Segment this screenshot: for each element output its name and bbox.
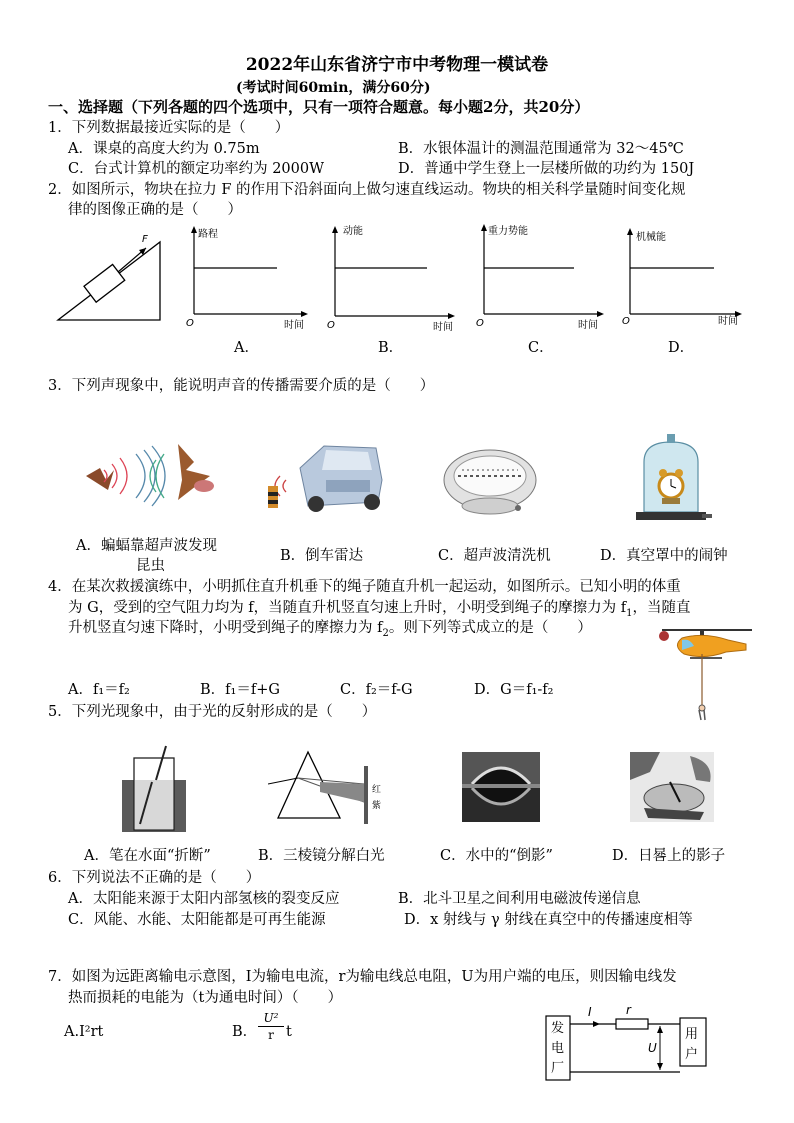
q4-option-d: D．G＝f₁-f₂ [474,682,554,698]
svg-text:时间: 时间 [284,320,304,331]
q7-line2: 热而损耗的电能为（t为通电时间）（ ） [68,990,343,1006]
car-radar-illustration [264,440,388,518]
plant-label-1: 发 [551,1021,565,1036]
page-title: 2022年山东省济宁市中考物理一模试卷 [245,55,549,75]
q7-option-a: A.I²rt [64,1024,104,1040]
q2-option-a: A． [234,340,259,356]
ultrasonic-cleaner-illustration [440,440,540,522]
plant-label-2: 电 [551,1041,565,1056]
q2-stem-line1: 2．如图所示，物块在拉力 F 的作用下沿斜面向上做匀速直线运动。物块的相关科学量随时间变化规 [48,182,686,198]
q6-option-c: C．风能、水能、太阳能都是可再生能源 [68,912,326,928]
user-label-2: 户 [685,1047,699,1062]
q2-option-c: C． [528,340,554,356]
force-label: F [142,234,148,245]
q2-option-d: D． [668,340,695,356]
q5-option-c: C．水中的“倒影” [440,848,553,864]
user-label-1: 用 [685,1027,699,1042]
graph-b [323,224,461,336]
svg-text:O: O [476,318,484,329]
svg-text:紫: 紫 [372,801,382,811]
svg-text:时间: 时间 [578,320,598,331]
svg-text:O: O [622,316,630,327]
q6-option-a: A．太阳能来源于太阳内部氢核的裂变反应 [68,891,340,907]
section-heading: 一、选择题（下列各题的四个选项中，只有一项符合题意。每小题2分，共20分） [48,98,590,116]
plant-label-3: 厂 [551,1061,565,1076]
svg-text:I: I [588,1005,592,1019]
page-subtitle: (考试时间60min，满分60分) [236,80,431,96]
q6-option-d: D．x 射线与 γ 射线在真空中的传播速度相等 [404,912,693,928]
q7-option-b-fraction: U² r [258,1010,284,1043]
helicopter-illustration [654,624,754,722]
q5-option-a: A．笔在水面“折断” [84,848,211,864]
q5-option-d: D．日晷上的影子 [612,848,726,864]
q4-line3: 升机竖直匀速下降时，小明受到绳子的摩擦力为 $f_2$。则下列等式成立的是（ ） [68,620,592,639]
svg-text:动能: 动能 [343,226,363,237]
svg-text:O: O [186,318,194,329]
q3-option-a-line1: A．蝙蝠靠超声波发现 [76,538,217,554]
svg-text:U: U [648,1041,657,1055]
svg-text:路程: 路程 [198,229,218,240]
q1-option-c: C．台式计算机的额定功率约为 2000W [68,161,325,177]
q4-option-b: B．f₁＝f+G [200,682,280,698]
sundial-illustration [630,752,714,822]
q4-line2: 为 G，受到的空气阻力均为 f，当随直升机竖直匀速上升时，小明受到绳子的摩擦力为 $f_1$，当随直 [68,600,691,619]
q7-option-b-suffix: t [286,1024,292,1040]
graph-a [182,224,312,334]
q5-option-b: B．三棱镜分解白光 [258,848,385,864]
incline-figure [56,228,168,328]
transmission-circuit-diagram [540,1000,716,1086]
q3-option-b: B．倒车雷达 [280,548,364,564]
pencil-in-water-illustration [122,744,186,832]
q2-stem-line2: 律的图像正确的是（ ） [68,202,242,218]
q4-option-a: A．f₁＝f₂ [68,682,130,698]
q5-stem: 5．下列光现象中，由于光的反射形成的是（ ） [48,704,377,720]
q1-option-b: B．水银体温计的测温范围通常为 32～45℃ [398,141,684,157]
q1-option-d: D．普通中学生登上一层楼所做的功约为 150J [398,161,695,177]
svg-text:红: 红 [372,785,382,795]
q3-option-c: C．超声波清洗机 [438,548,551,564]
bell-jar-illustration [630,432,712,528]
q2-option-b: B． [378,340,404,356]
q3-option-d: D．真空罩中的闹钟 [600,548,728,564]
q6-option-b: B．北斗卫星之间利用电磁波传递信息 [398,891,641,907]
prism-illustration [268,748,388,828]
q3-stem: 3．下列声现象中，能说明声音的传播需要介质的是（ ） [48,378,435,394]
svg-text:时间: 时间 [433,322,453,333]
svg-text:时间: 时间 [718,316,738,327]
svg-text:重力势能: 重力势能 [488,226,528,237]
q1-stem: 1．下列数据最接近实际的是（ ） [48,120,290,136]
reflection-bridge-illustration [462,752,540,822]
q3-option-a-line2: 昆虫 [136,558,165,574]
bat-illustration [78,440,228,512]
q4-line1: 4．在某次救援演练中，小明抓住直升机垂下的绳子随直升机一起运动，如图所示。已知小明的体重 [48,579,681,595]
svg-text:O: O [327,320,335,331]
graph-d [618,224,748,334]
q6-stem: 6．下列说法不正确的是（ ） [48,870,261,886]
q4-option-c: C．f₂＝f-G [340,682,413,698]
graph-c [472,222,610,334]
svg-text:r: r [626,1003,631,1017]
q7-option-b-prefix: B． [232,1024,258,1040]
svg-text:机械能: 机械能 [636,232,666,243]
q1-option-a: A．课桌的高度大约为 0.75m [68,141,260,157]
q7-line1: 7．如图为远距离输电示意图，I为输电电流，r为输电线总电阻，U为用户端的电压，则因输电线发 [48,969,677,985]
